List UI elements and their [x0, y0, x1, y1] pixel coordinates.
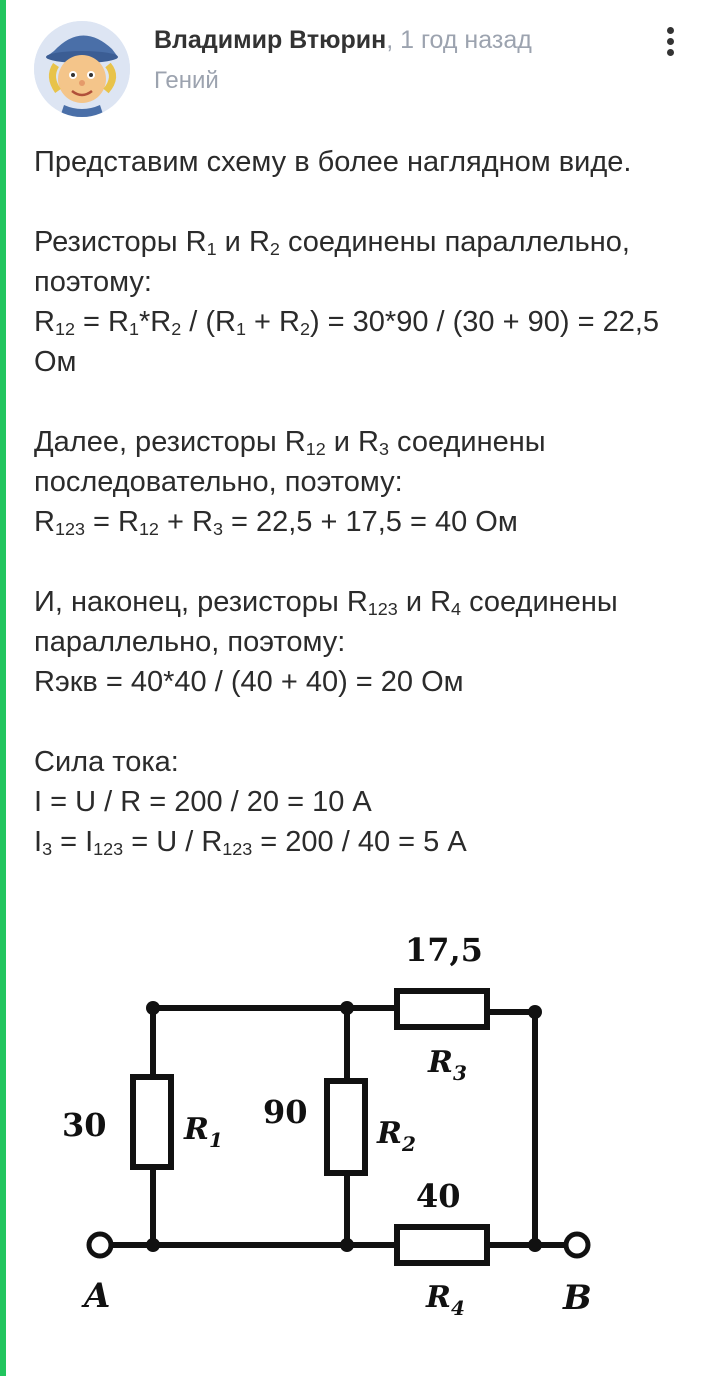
- junction-dot: [340, 1238, 354, 1252]
- resistor-r2: [327, 1081, 365, 1173]
- answer-text: [34, 142, 694, 902]
- resistor-r4: [397, 1227, 487, 1263]
- accent-bar: [0, 0, 6, 1376]
- circuit-diagram: [60, 915, 620, 1335]
- formula-line: $R_{12} = R_1*R_2 / (R_1 + R_2) = 30*90 / (30 + 90) = 22,5$ Ом: [34, 306, 660, 378]
- text-line: Сила тока:: [34, 746, 179, 778]
- more-vertical-icon[interactable]: [655, 24, 685, 62]
- r1-value: 30: [62, 1106, 107, 1144]
- separator: ,: [386, 26, 401, 54]
- junction-dot: [340, 1001, 354, 1015]
- menu-dot: [667, 27, 674, 34]
- formula-line: I = U / R = 200 / 20 = 10 А: [34, 786, 372, 818]
- terminal-b: [566, 1234, 588, 1256]
- answer-paragraph: [34, 222, 694, 382]
- junction-dot: [146, 1001, 160, 1015]
- resistor-r3: [397, 991, 487, 1027]
- r1-label: $R_1$: [184, 1112, 223, 1152]
- answer-paragraph: [34, 582, 694, 702]
- post-header: [154, 26, 532, 55]
- junction-dot: [528, 1005, 542, 1019]
- r3-label: $R_3$: [428, 1045, 467, 1085]
- formula-line: $I_3 = I_{123} = U / R_{123} = 200 / 40 = 5$ А: [34, 826, 467, 859]
- formula-line: Rэкв = 40*40 / (40 + 40) = 20 Ом: [34, 666, 464, 698]
- menu-dot: [667, 49, 674, 56]
- menu-dot: [667, 38, 674, 45]
- junction-dot: [528, 1238, 542, 1252]
- r2-label: $R_2$: [377, 1116, 416, 1156]
- terminal-a: [89, 1234, 111, 1256]
- intro-text: Представим схему в более наглядном виде.: [34, 146, 632, 178]
- text-line: И, наконец, резисторы $R_{123}$ и $R_4$ соединены параллельно, поэтому:: [34, 586, 618, 658]
- r2-value: 90: [263, 1093, 308, 1131]
- junction-dot: [146, 1238, 160, 1252]
- r3-value: 17,5: [405, 931, 483, 969]
- answer-paragraph: [34, 742, 694, 862]
- resistor-r1: [133, 1077, 171, 1167]
- node-a-label: A: [84, 1276, 111, 1316]
- author-rank: Гений: [154, 67, 219, 94]
- answer-paragraph: [34, 142, 694, 182]
- r4-value: 40: [416, 1177, 461, 1215]
- formula-line: $R_{123} = R_{12} + R_3 = 22,5 + 17,5 = 40$ Ом: [34, 506, 518, 539]
- text-line: Далее, резисторы $R_{12}$ и $R_3$ соединены последовательно, поэтому:: [34, 426, 546, 498]
- author-name[interactable]: Владимир Втюрин: [154, 26, 387, 54]
- answer-paragraph: [34, 422, 694, 542]
- avatar[interactable]: [34, 21, 130, 117]
- post-time: 1 год назад: [400, 26, 532, 54]
- text-line: Резисторы $R_1$ и $R_2$ соединены параллельно, поэтому:: [34, 226, 630, 298]
- r4-label: $R_4$: [426, 1280, 465, 1320]
- scarecrow-avatar-icon: [34, 21, 130, 117]
- node-b-label: B: [563, 1278, 592, 1318]
